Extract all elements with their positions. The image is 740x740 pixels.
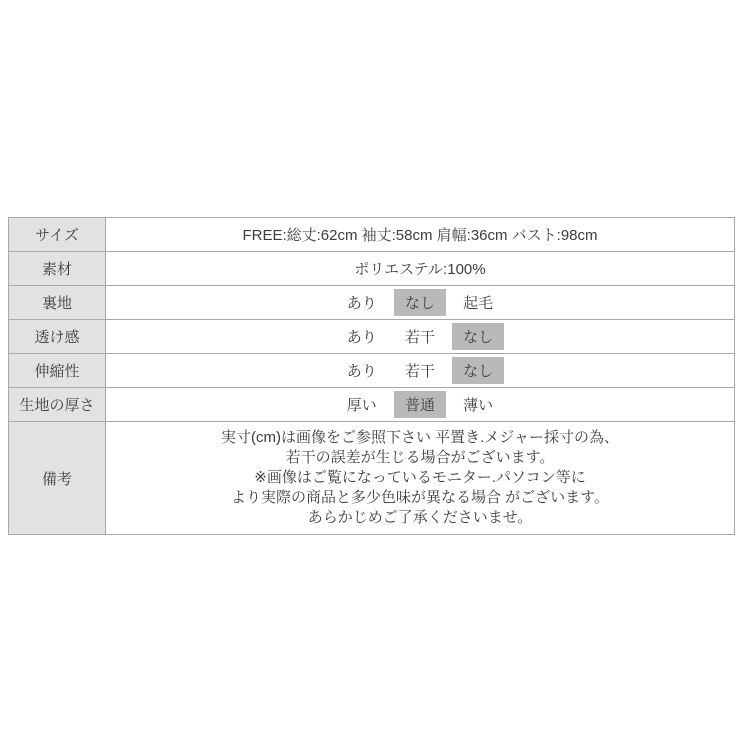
sheerness-options-cell: [106, 320, 735, 354]
remark-line: 実寸(cm)は画像をご参照下さい 平置き.メジャー採寸の為、: [220, 429, 620, 446]
table-row-remarks: [9, 422, 735, 535]
row-label-stretch: 伸縮性: [9, 354, 106, 388]
table-row-stretch: [9, 354, 735, 388]
sheerness-options: [335, 323, 505, 350]
row-label-material: 素材: [9, 252, 106, 286]
remark-line: ※画像はご覧になっているモニター.パソコン等に: [254, 469, 586, 486]
table-row-size: [9, 218, 735, 252]
remark-line: 若干の誤差が生じる場合がございます。: [285, 449, 555, 466]
sheerness-option-nashi: なし: [452, 323, 504, 350]
table-row-material: [9, 252, 735, 286]
remarks-cell: [106, 422, 735, 535]
stretch-option-ari: あり: [346, 363, 377, 380]
material-value: ポリエステル:100%: [354, 261, 486, 278]
row-label-remarks: 備考: [9, 422, 106, 535]
row-label-thickness: 生地の厚さ: [9, 388, 106, 422]
thickness-option-atsui: 厚い: [346, 397, 377, 414]
material-value-cell: [106, 252, 735, 286]
size-value-cell: [106, 218, 735, 252]
thickness-option-futsuu: 普通: [394, 391, 446, 418]
lining-option-ari: あり: [346, 295, 377, 312]
thickness-option-usui: 薄い: [463, 397, 494, 414]
table-row-lining: [9, 286, 735, 320]
sheerness-option-jakkan: 若干: [404, 329, 435, 346]
table-row-thickness: [9, 388, 735, 422]
stretch-option-jakkan: 若干: [404, 363, 435, 380]
thickness-options: [335, 391, 505, 418]
stretch-options: [335, 357, 505, 384]
row-label-sheerness: 透け感: [9, 320, 106, 354]
remarks-text: [106, 422, 734, 534]
size-value: FREE:総丈:62cm 袖丈:58cm 肩幅:36cm バスト:98cm: [242, 227, 598, 244]
lining-option-nashi: なし: [394, 289, 446, 316]
stretch-options-cell: [106, 354, 735, 388]
remark-line: より実際の商品と多少色味が異なる場合 がございます。: [231, 489, 609, 506]
product-spec-table: [8, 217, 735, 535]
lining-options-cell: [106, 286, 735, 320]
lining-options: [335, 289, 505, 316]
table-row-sheerness: [9, 320, 735, 354]
row-label-size: サイズ: [9, 218, 106, 252]
remark-line: あらかじめご了承くださいませ。: [307, 509, 533, 526]
thickness-options-cell: [106, 388, 735, 422]
stretch-option-nashi: なし: [452, 357, 504, 384]
lining-option-kimo: 起毛: [463, 295, 494, 312]
row-label-lining: 裏地: [9, 286, 106, 320]
sheerness-option-ari: あり: [346, 329, 377, 346]
